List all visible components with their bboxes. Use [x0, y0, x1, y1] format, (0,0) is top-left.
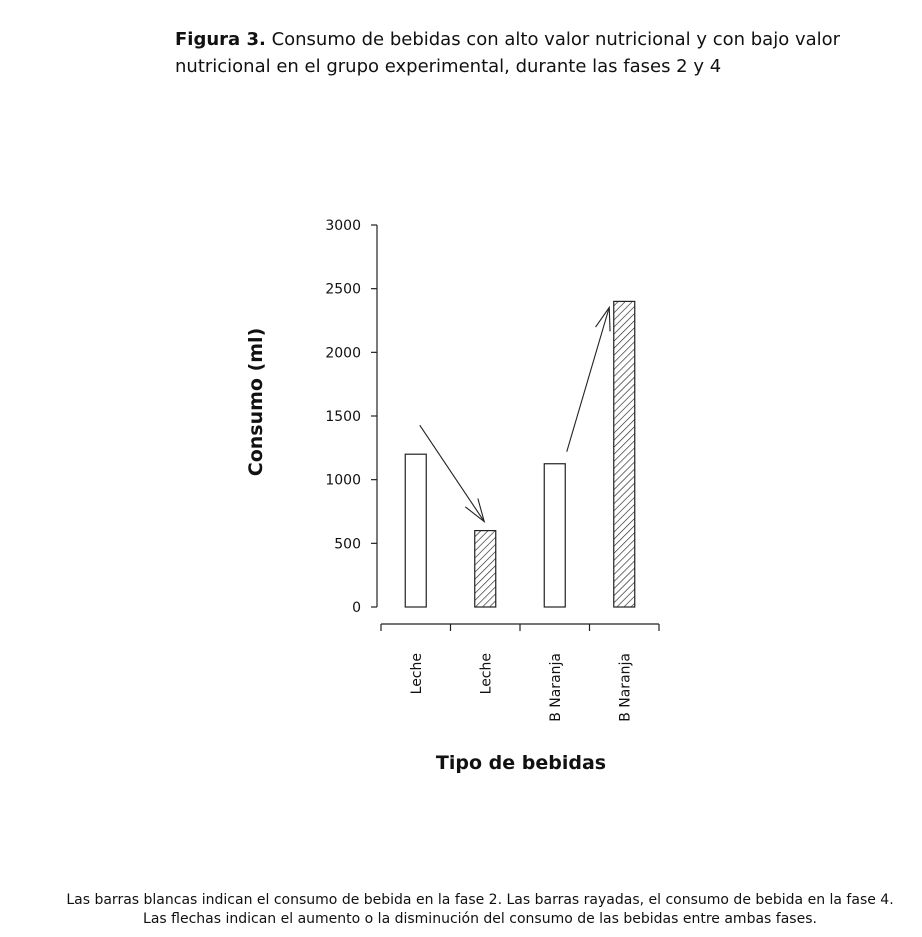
change-arrows	[420, 307, 610, 521]
figure-label: Figura 3.	[175, 29, 266, 50]
footnote-line-2: Las flechas indican el aumento o la disminución del consumo de las bebidas entre ambas fases.	[143, 911, 817, 927]
x-axis-title: Tipo de bebidas	[435, 752, 607, 774]
x-tick-label: B Naranja	[547, 653, 564, 722]
x-tick-label: Leche	[408, 653, 425, 695]
y-tick-label: 2500	[325, 281, 361, 298]
y-axis	[325, 218, 377, 616]
bar-4	[614, 301, 635, 607]
y-tick-label: 1000	[325, 472, 361, 489]
y-tick-label: 500	[334, 536, 361, 553]
y-tick-label: 3000	[325, 218, 361, 234]
x-tick-label: Leche	[478, 653, 495, 695]
figure-caption-text: Consumo de bebidas con alto valor nutricional y con bajo valor nutricional en el grupo experimental, durante las fases 2 y 4	[175, 29, 841, 77]
bar-1	[405, 454, 426, 607]
y-tick-label: 0	[352, 600, 361, 616]
x-tick-label: B Naranja	[617, 653, 634, 722]
bar-2	[475, 531, 496, 607]
bar-3	[544, 464, 565, 607]
figure-footnote	[40, 891, 920, 929]
footnote-line-1: Las barras blancas indican el consumo de bebida en la fase 2. Las barras rayadas, el consumo de bebida en la fase 4.	[66, 892, 894, 908]
arrow-line	[567, 307, 610, 451]
y-tick-label: 1500	[325, 409, 361, 425]
arrow-line	[420, 425, 485, 521]
y-axis-title: Consumo (ml)	[245, 327, 267, 477]
x-axis	[381, 624, 659, 722]
y-tick-label: 2000	[325, 345, 361, 362]
